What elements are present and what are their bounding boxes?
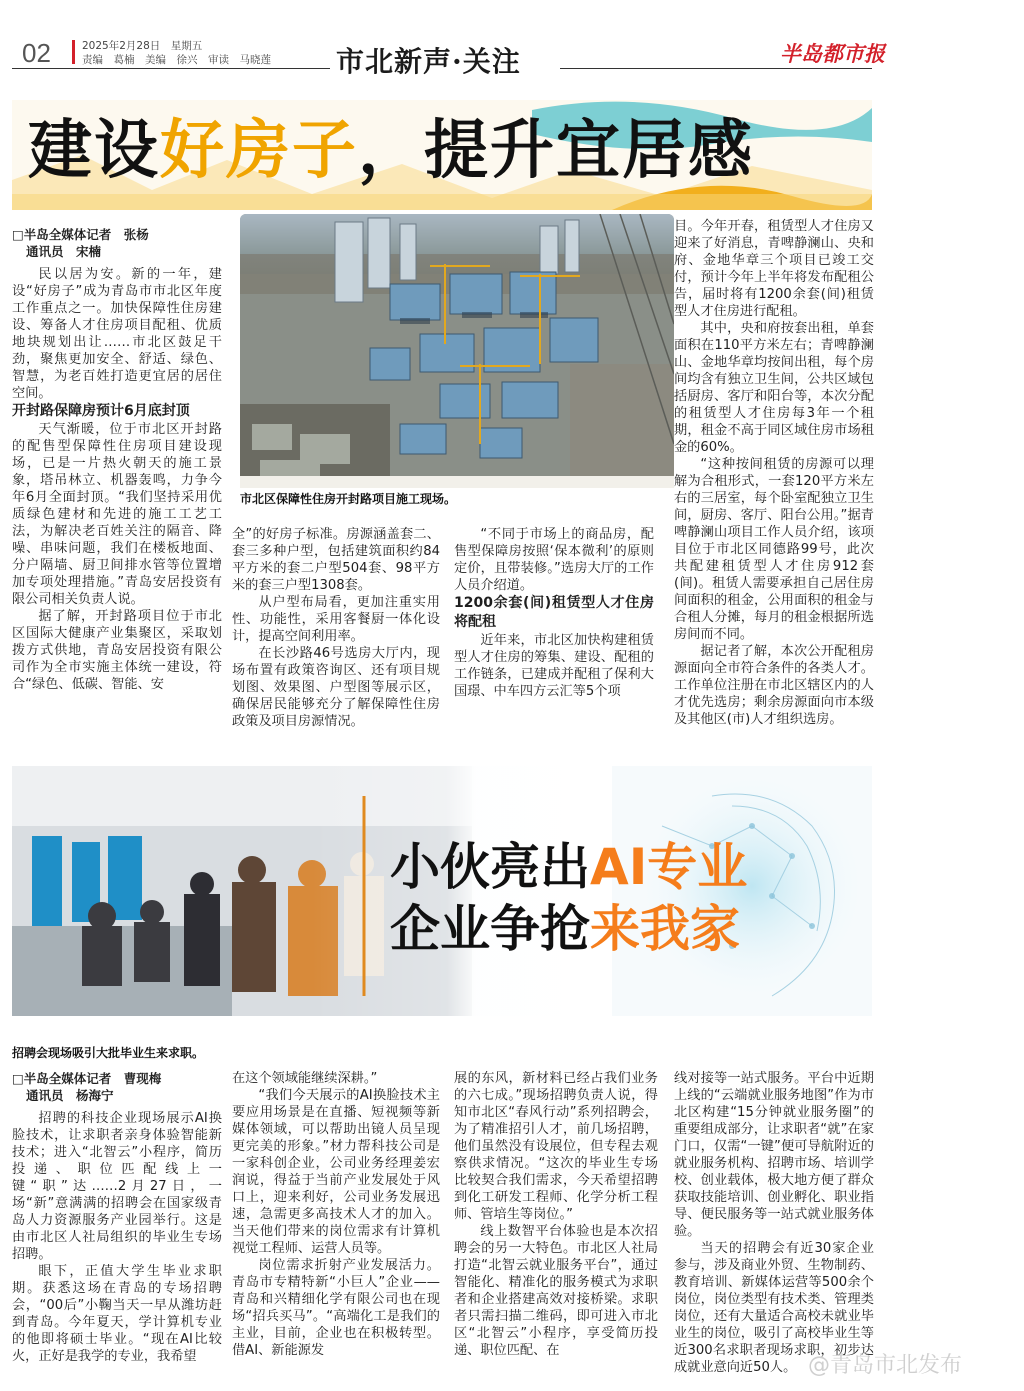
- construction-photo-caption: 市北区保障性住房开封路项目施工现场。: [240, 492, 457, 506]
- header-date: 2025年2月28日 星期五: [82, 40, 203, 52]
- paragraph: 据记者了解，本次公开配租房源面向全市符合条件的各类人才。工作单位注册在市北区辖区内的人才优先选房；剩余房源面向市本级及其他区(市)人才组织选房。: [674, 644, 874, 727]
- header-staff: 责编 葛楠 美编 徐兴 审读 马晓莲: [82, 54, 271, 66]
- byline-correspondent: 通讯员 杨海宁: [26, 1088, 114, 1103]
- header-red-bar: [72, 40, 75, 64]
- watermark-text: @青岛市北发布: [808, 1353, 963, 1378]
- headline-banner-2: [12, 766, 872, 1016]
- article-1-col-3: [454, 526, 654, 700]
- article-2-col-4: [674, 1070, 874, 1376]
- paragraph: 全”的好房子标准。房源涵盖套二、套三多种户型，包括建筑面积约84平方米的套二户型504套、98平方米的套三户型1308套。: [232, 527, 440, 593]
- article-1-col-4: [674, 218, 874, 728]
- paragraph: “不同于市场上的商品房，配售型保障房按照‘保本微利’的原则定价，且带装修。”选房大厅的工作人员介绍道。: [454, 527, 654, 593]
- job-fair-photo-caption: 招聘会现场吸引大批毕业生来求职。: [12, 1046, 205, 1060]
- byline-correspondent: 通讯员 宋楠: [26, 244, 102, 259]
- headline-1: [28, 112, 754, 190]
- paragraph: 招聘的科技企业现场展示AI换脸技术，让求职者亲身体验智能新技术；进入“北智云”小程序，简历投递、职位匹配线上一键“职”达……2月27日，一场“新”意满满的招聘会在国家级青岛人力资源服务产业园举行。这是由市北区人社局组织的毕业生专场招聘。: [12, 1111, 222, 1262]
- paragraph: 眼下，正值大学生毕业求职期。获悉这场在青岛的专场招聘会，“00后”小鞠当天一早从潍坊赶到青岛。今年夏天，学计算机专业的他即将硕士毕业。“现在AI比较火，正好是我学的专业，我希望: [12, 1264, 222, 1364]
- article-1-col-2: [232, 526, 440, 730]
- headline-2-line-1: [390, 836, 747, 898]
- headline-2: [390, 836, 747, 960]
- paragraph: 在长沙路46号选房大厅内，现场布置有政策咨询区、还有项目规划图、效果图、户型图等展示区，确保居民能够充分了解保障性住房政策及项目房源情况。: [232, 646, 440, 729]
- paragraph: 据了解，开封路项目位于市北区国际大健康产业集聚区，采取划拨方式供地，青岛安居投资有限公司作为全市实施主体统一建设，符合“绿色、低碳、智能、安: [12, 609, 222, 692]
- page-number: 02: [22, 38, 51, 68]
- headline-2-line-2: [390, 898, 747, 960]
- subheading: 开封路保障房预计6月底封顶: [12, 403, 190, 419]
- article-2-col-3: [454, 1070, 658, 1359]
- paragraph: 其中，央和府按套出租，单套面积在110平方米左右；青啤静澜山、金地华章均按间出租，每个房间均含有独立卫生间，公共区域包括厨房、客厅和阳台等，本次分配的租赁型人才住房每3年一个租期，租金不高于同区域住房市场租金的60%。: [674, 321, 874, 455]
- paragraph: 天气渐暖，位于市北区开封路的配售型保障性住房项目建设现场，已是一片热火朝天的施工景象，塔吊林立、机器轰鸣，力争今年6月全面封顶。“我们坚持采用优质绿色建材和先进的施工工艺工法，为解决老百姓关注的隔音、降噪、串味问题，我们在楼板地面、分户隔墙、厨卫间排水管等位置增加专项处理措施。”青岛安居投资有限公司相关负责人说。: [12, 422, 222, 607]
- article-2-col-2: [232, 1070, 440, 1359]
- paragraph: 在这个领域能继续深耕。”: [232, 1071, 378, 1086]
- headline-2-highlight: 来我家: [590, 900, 740, 958]
- watermark: [808, 1348, 962, 1379]
- paragraph: 目。今年开春，租赁型人才住房又迎来了好消息，青啤静澜山、央和府、金地华章三个项目已竣工交付，预计今年上半年将发布配租公告，届时将有1200余套(间)租赁型人才住房进行配租。: [674, 219, 874, 319]
- header-rule-left: [12, 68, 330, 69]
- page-header: [0, 0, 1024, 80]
- paragraph: 展的东风，新材料已经占我们业务的六七成。”现场招聘负责人说，得知市北区“春风行动”系列招聘会，为了精准招引人才，前几场招聘，他们虽然没有设展位，但专程去观察供求情况。“这次的毕业生专场比较契合我们需求，今天希望招聘到化工研发工程师、化学分析工程师、管培生等岗位。”: [454, 1071, 658, 1222]
- headline-2-highlight-ai: AI专业: [590, 838, 748, 896]
- headline-2-part-a: 小伙亮出: [390, 838, 590, 896]
- header-rule-right: [560, 68, 872, 69]
- headline-1-part-a: 建设: [28, 114, 160, 188]
- newspaper-logo: 半岛都市报: [780, 41, 885, 66]
- article-1-byline: [12, 226, 222, 260]
- construction-site-image: [240, 214, 674, 488]
- byline-reporter: □半岛全媒体记者 张杨: [12, 227, 149, 242]
- paragraph: 从户型布局看，更加注重实用性、功能性，采用客餐厨一体化设计，提高空间利用率。: [232, 595, 440, 644]
- headline-2-part-c: 企业争抢: [390, 900, 590, 958]
- paragraph: 近年来，市北区加快构建租赁型人才住房的筹集、建设、配租的工作链条，已建成并配租了保利大国璟、中车四方云汇等5个项: [454, 633, 654, 699]
- article-1-col-1: [12, 226, 222, 693]
- headline-1-part-c: ，提升宜居感: [358, 114, 754, 188]
- paragraph: 民以居为安。新的一年，建设“好房子”成为青岛市市北区年度工作重点之一。加快保障性住房建设、筹备人才住房项目配租、优质地块规划出让……市北区鼓足干劲，聚焦更加安全、舒适、绿色、智慧，为老百姓打造更宜居的居住空间。: [12, 267, 222, 401]
- construction-photo: [240, 214, 674, 488]
- byline-reporter: □半岛全媒体记者 曹现梅: [12, 1071, 162, 1086]
- paragraph: “这种按间租赁的房源可以理解为合租形式，一套120平方米左右的三居室，每个卧室配独立卫生间，厨房、客厅、阳台公用。”据青啤静澜山项目工作人员介绍，该项目位于市北区同德路99号，此次共配建租赁型人才住房912套(间)。租赁人需要承担自己居住房间面积的租金，公用面积的租金与合租人分摊，每月的租金根据所选房间而不同。: [674, 457, 874, 642]
- paragraph: 线对接等一站式服务。平台中近期上线的“云端就业服务地图”作为市北区构建“15分钟就业服务圈”的重要组成部分，让求职者“就”在家门口，仅需“一键”便可导航附近的就业服务机构、招聘市场、培训学校、创业载体，极大地方便了群众获取技能培训、创业孵化、职业指导、便民服务等一站式就业服务体验。: [674, 1071, 874, 1239]
- headline-banner-1: [12, 100, 872, 210]
- article-2-col-1: [12, 1070, 222, 1365]
- paragraph: 当天的招聘会有近30家企业参与，涉及商业外贸、生物制药、教育培训、新媒体运营等500余个岗位，岗位类型有技术类、管理类岗位，还有大量适合高校未就业毕业生的岗位，吸引了高校毕业生等近300名求职者现场求职，初步达成就业意向近50人。: [674, 1241, 874, 1375]
- subheading: 1200余套(间)租赁型人才住房将配租: [454, 595, 654, 630]
- paragraph: 岗位需求折射产业发展活力。青岛市专精特新“小巨人”企业——青岛和兴精细化学有限公司也在现场“招兵买马”。“高端化工是我们的主业，目前，企业也在积极转型。借AI、新能源发: [232, 1258, 440, 1358]
- paragraph: 线上数智平台体验也是本次招聘会的另一大特色。市北区人社局打造“北智云就业服务平台”，通过智能化、精准化的服务模式为求职者和企业搭建高效对接桥梁。求职者只需扫描二维码，即可进入市北区“北智云”小程序，享受简历投递、职位匹配、在: [454, 1224, 658, 1358]
- paragraph: “我们今天展示的AI换脸技术主要应用场景是在直播、短视频等新媒体领域，可以帮助出镜人员呈现更完美的形象。”材力帮科技公司是一家科创企业，公司业务经理姜宏润说，得益于当前产业发展处于风口上，迎来利好，公司业务发展迅速，急需更多高技术人才的加入。当天他们带来的岗位需求有计算机视觉工程师、运营人员等。: [232, 1088, 440, 1256]
- headline-1-highlight: 好房子: [160, 114, 358, 188]
- section-title: 市北新声·关注: [336, 45, 521, 78]
- article-2-byline: [12, 1070, 222, 1104]
